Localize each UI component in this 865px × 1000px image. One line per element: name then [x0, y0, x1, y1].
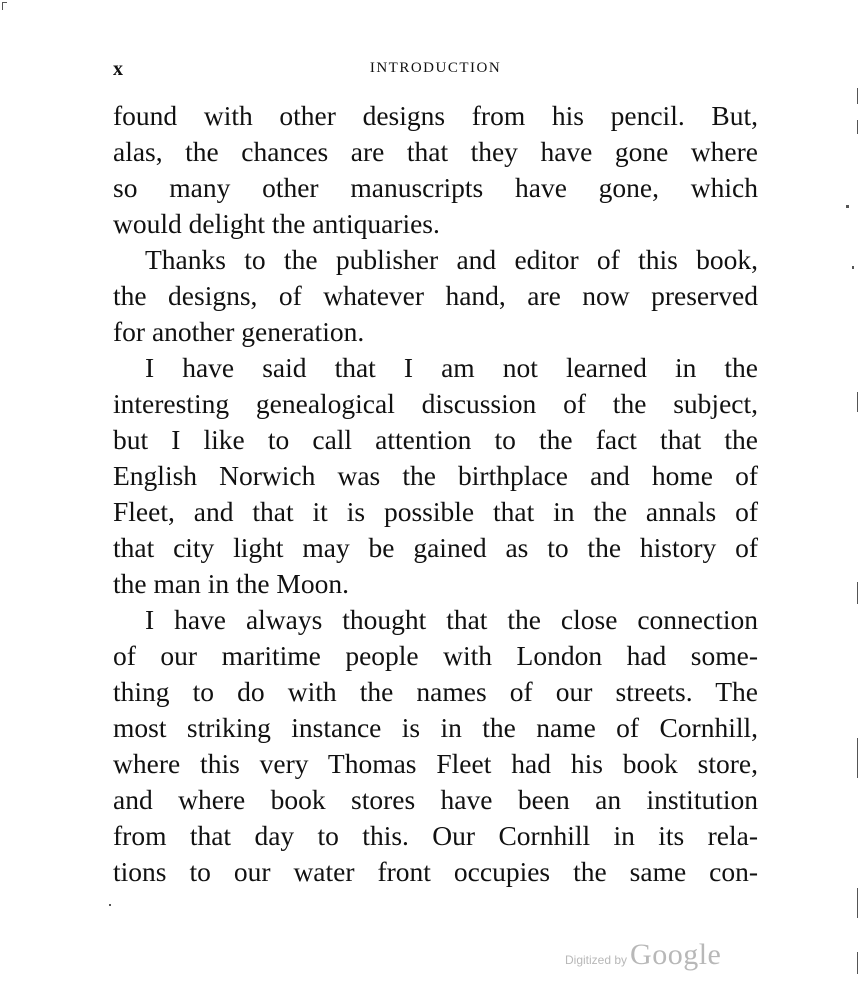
- text-line: tions to our water front occupies the same con-: [113, 856, 758, 887]
- scan-edge-mark: [857, 738, 858, 778]
- text-line: from that day to this. Our Cornhill in its rela-: [113, 820, 758, 851]
- scan-speck: [846, 205, 849, 208]
- paragraph-first-line: Thanks to the publisher and editor of this book,: [145, 244, 758, 275]
- page-number: x: [113, 58, 124, 80]
- text-line: Fleet, and that it is possible that in the annals of: [113, 496, 758, 527]
- text-line: and where book stores have been an institution: [113, 784, 758, 815]
- text-line: of our maritime people with London had some-: [113, 640, 758, 671]
- body-text: [113, 98, 758, 890]
- text-line: would delight the antiquaries.: [113, 208, 440, 239]
- watermark-brand: Google: [630, 938, 722, 971]
- scan-edge-mark: [857, 888, 858, 918]
- scan-edge-mark: [857, 392, 858, 412]
- text-line: alas, the chances are that they have gone where: [113, 136, 758, 167]
- text-line: most striking instance is in the name of Cornhill,: [113, 712, 758, 743]
- scan-corner-mark: [2, 2, 3, 10]
- page-header: [113, 58, 758, 82]
- text-line: where this very Thomas Fleet had his book store,: [113, 748, 758, 779]
- text-line: the designs, of whatever hand, are now preserved: [113, 280, 758, 311]
- scan-corner-mark: [2, 2, 7, 3]
- scan-edge-mark: [857, 582, 858, 604]
- scan-edge-mark: [857, 120, 858, 134]
- watermark-prefix: Digitized by: [565, 953, 628, 967]
- text-line: but I like to call attention to the fact that the: [113, 424, 758, 455]
- text-line: the man in the Moon.: [113, 568, 350, 599]
- scan-edge-mark: [857, 952, 858, 974]
- text-line: thing to do with the names of our streets. The: [113, 676, 758, 707]
- text-line: found with other designs from his pencil. But,: [113, 100, 758, 131]
- text-line: for another generation.: [113, 316, 365, 347]
- digitized-watermark: [565, 938, 721, 972]
- text-line: interesting genealogical discussion of the subject,: [113, 388, 758, 419]
- text-line: so many other manuscripts have gone, which: [113, 172, 758, 203]
- scan-speck: [109, 904, 111, 906]
- paragraph-first-line: I have said that I am not learned in the: [145, 352, 758, 383]
- running-head: INTRODUCTION: [369, 60, 502, 76]
- text-line: English Norwich was the birthplace and home of: [113, 460, 758, 491]
- text-line: that city light may be gained as to the history of: [113, 532, 758, 563]
- scan-speck: [852, 266, 854, 269]
- paragraph-first-line: I have always thought that the close connection: [145, 604, 758, 635]
- scan-edge-mark: [857, 88, 858, 104]
